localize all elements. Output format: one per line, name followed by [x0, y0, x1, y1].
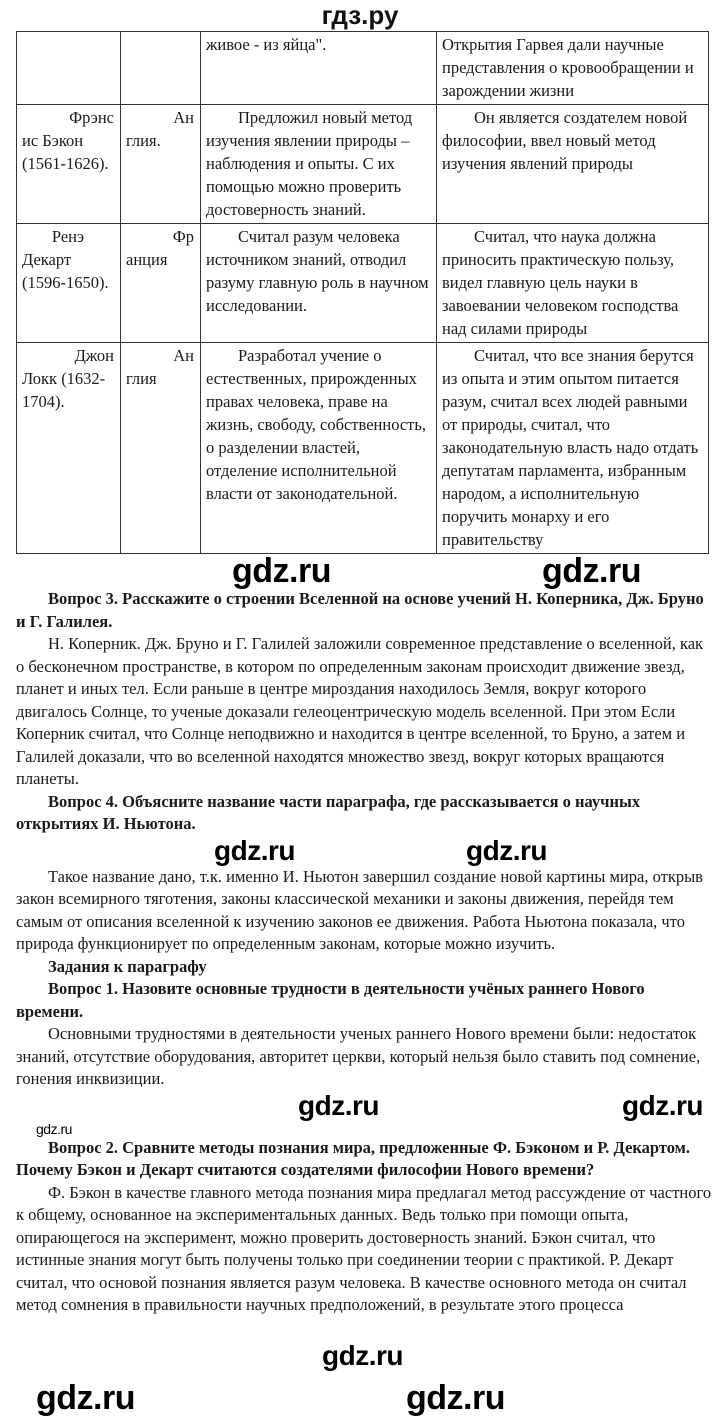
country-line: анция	[126, 250, 168, 269]
name-line: Ренэ	[51, 227, 85, 246]
significance-cell: Считал, что все знания берутся из опыта и этим опытом питается разум, считал всех людей равными от природы, считал, что законодательную власть надо отдать депутатам парламента, избранным народом, а исполнительную поручить монарху и его правительству	[437, 343, 709, 554]
name-line: Джон	[74, 346, 114, 365]
country-cell	[121, 224, 201, 343]
contribution-cell: Считал разум человека источником знаний, отводил разуму главную роль в научном исследовании.	[201, 224, 437, 343]
country-cell	[121, 105, 201, 224]
country-line: Фр	[172, 227, 194, 246]
name-line: Локк (1632-	[22, 369, 106, 388]
tasks-heading: Задания к параграфу	[48, 956, 207, 976]
table-row	[17, 343, 709, 554]
name-line: Декарт	[22, 250, 72, 269]
country-line: глия	[126, 369, 157, 388]
task-question-2: Вопрос 2. Сравните методы познания мира, предложенные Ф. Бэконом и Р. Декартом. Почему Бэкон и Декарт считаются создателями философии Нового времени?	[16, 1137, 691, 1179]
significance-cell: Открытия Гарвея дали научные представления о кровообращении и зарождении жизни	[437, 32, 709, 105]
contribution-cell: Предложил новый метод изучения явлении природы – наблюдения и опыты. С их помощью можно проверить достоверность знаний.	[201, 105, 437, 224]
country-line: Ан	[173, 108, 194, 127]
name-line: Фрэнс	[69, 108, 114, 127]
table-row	[17, 105, 709, 224]
significance-cell: Считал, что наука должна приносить практическую пользу, видел главную цель науки в завоевании человеком господства над силами природы	[437, 224, 709, 343]
country-line: глия.	[126, 131, 161, 150]
name-line: 1704).	[22, 392, 65, 411]
name-cell	[17, 32, 121, 105]
answers-text	[16, 588, 712, 836]
answer-4: Такое название дано, т.к. именно И. Ньютон завершил создание новой картины мира, открыв закон всемирного тяготения, законы классической механики и законы движения, перейдя тем самым от описания вселенной к изучению законов ее движения. Работа Ньютона показала, что природа функционирует по определенным законам, которые можно изучить.	[16, 866, 703, 953]
table-row	[17, 32, 709, 105]
watermark-row	[0, 1121, 720, 1137]
watermark-row	[0, 1091, 720, 1121]
name-cell	[17, 224, 121, 343]
country-line: Ан	[173, 346, 194, 365]
table-row	[17, 224, 709, 343]
watermark: gdz.ru	[232, 552, 331, 590]
country-cell	[121, 343, 201, 554]
watermark: gdz.ru	[542, 552, 641, 590]
name-line: (1561-1626).	[22, 154, 109, 173]
answer-3: Н. Коперник. Дж. Бруно и Г. Галилей заложили современное представление о вселенной, как о бесконечном пространстве, в котором по определенным законам происходит движение звезд, планет и иных тел. Если раньше в центре мироздания находилось Земля, вокруг которого двигалось Солнце, то ученые доказали гелеоцентрическую модель вселенной. При этом Если Коперник считал, что Солнце неподвижно и находится в центре вселенной, то Бруно, а затем и Галилей доказали, что во вселенной находятся множество звезд, вокруг которых вращаются планеты.	[16, 634, 704, 788]
watermark: gdz.ru	[622, 1089, 703, 1121]
watermark: gdz.ru	[214, 834, 295, 866]
question-3: Вопрос 3. Расскажите о строении Вселенной на основе учений Н. Коперника, Дж. Бруно и Г. Галилея.	[16, 589, 704, 631]
watermark-row	[0, 836, 720, 866]
name-line: ис Бэкон	[22, 131, 84, 150]
answers-text	[16, 1137, 712, 1317]
name-cell	[17, 105, 121, 224]
contribution-cell: Разработал учение о естественных, прирожденных правах человека, праве на жизнь, свободу, собственность, о разделении властей, отделение исполнительной власти от законодательной.	[201, 343, 437, 554]
task-answer-1: Основными трудностями в деятельности ученых раннего Нового времени были: недостаток знаний, отсутствие оборудования, авторитет церкви, который нельзя было ставить под сомнение, гонения инквизиции.	[16, 1024, 701, 1088]
watermark-row	[0, 554, 720, 588]
answers-text	[16, 866, 712, 1091]
contribution-cell: живое - из яйца".	[201, 32, 437, 105]
watermark: gdz.ru	[466, 834, 547, 866]
watermark: gdz.ru	[36, 1120, 72, 1137]
site-title[interactable]: гдз.ру	[321, 0, 399, 30]
significance-cell: Он является создателем новой философии, ввел новый метод изучения явлений природы	[437, 105, 709, 224]
watermark: gdz.ru	[298, 1089, 379, 1121]
watermark: gdz.ru	[406, 1378, 505, 1417]
watermark-row	[0, 1378, 720, 1417]
task-answer-2: Ф. Бэкон в качестве главного метода познания мира предлагал метод рассуждение от частного к общему, основанное на экспериментальных данных. Ведь только при помощи опыта, опирающегося на эксперимент, можно проверить достоверность знаний. Бэкон считал, что истинные знания могут быть получены только при соединении теории с практикой. Р. Декарт считал, что основой познания является разум человека. В качестве основного метода он считал метод сомнения в правильности научных предположений, в результате этого процесса	[16, 1182, 712, 1314]
task-question-1: Вопрос 1. Назовите основные трудности в деятельности учёных раннего Нового времени.	[16, 979, 645, 1021]
watermark: gdz.ru	[322, 1339, 403, 1371]
question-4: Вопрос 4. Объясните название части параграфа, где рассказывается о научных открытиях И. Ньютона.	[16, 791, 641, 833]
name-cell	[17, 343, 121, 554]
scientists-table	[16, 31, 709, 554]
watermark: gdz.ru	[36, 1378, 135, 1417]
name-line: (1596-1650).	[22, 273, 109, 292]
country-cell	[121, 32, 201, 105]
watermark-row	[0, 1341, 720, 1381]
